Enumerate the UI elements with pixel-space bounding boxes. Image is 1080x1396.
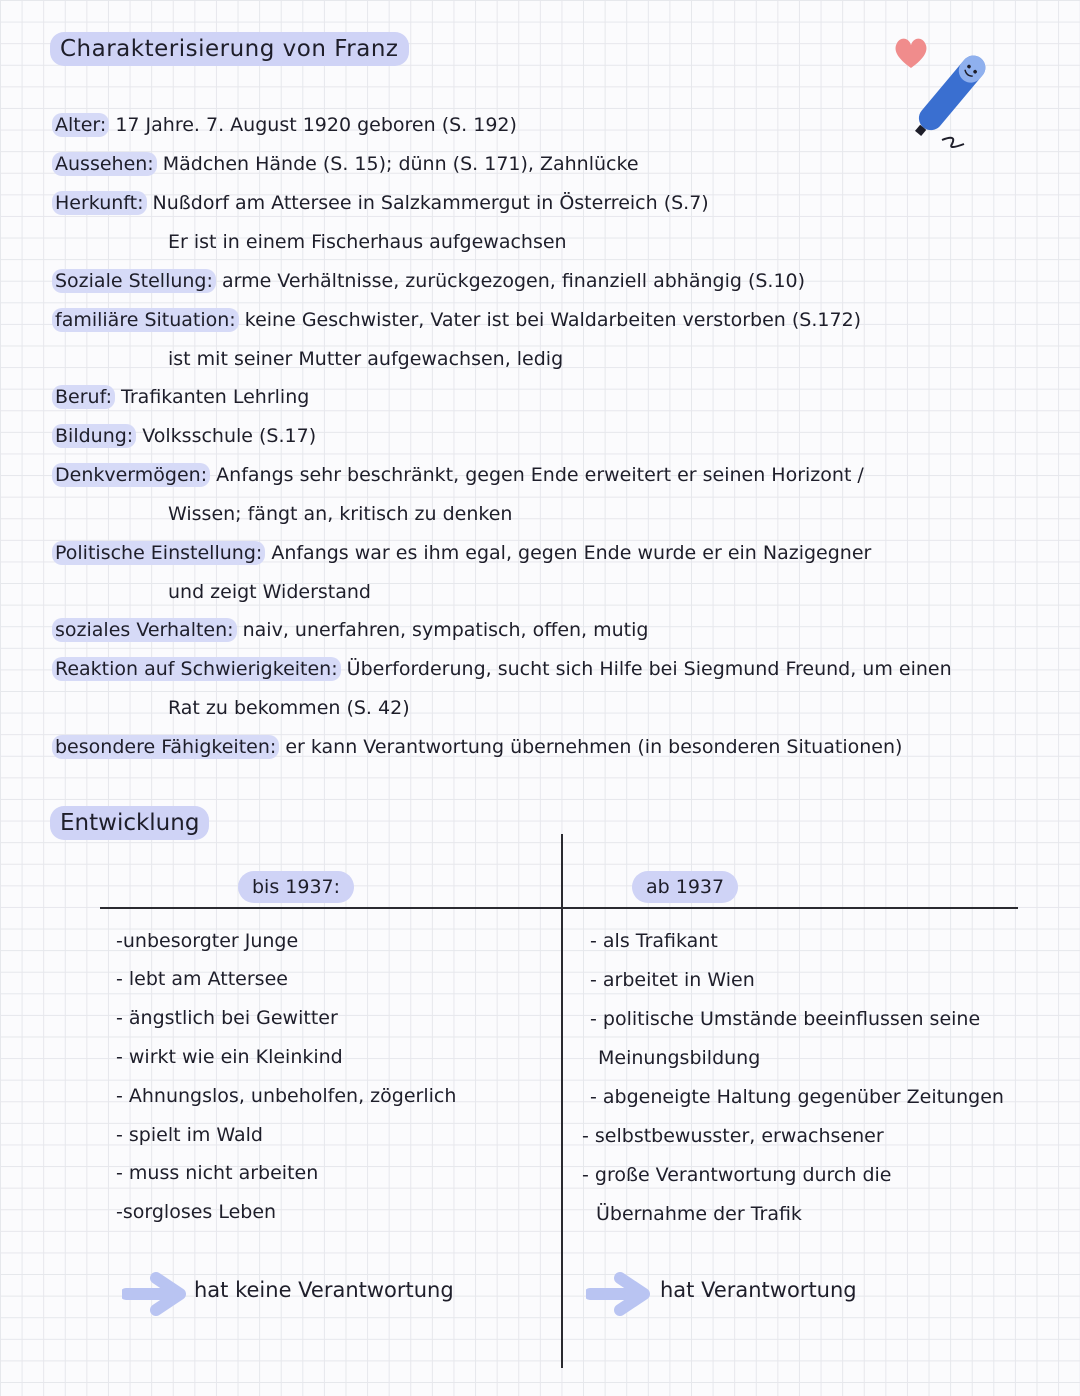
- left-list-item: - muss nicht arbeiten: [116, 1162, 319, 1184]
- table-vertical-divider: [561, 834, 563, 1368]
- right-list-item: - abgeneigte Haltung gegenüber Zeitungen: [590, 1086, 1004, 1108]
- page-title: Charakterisierung von Franz: [50, 32, 409, 66]
- development-title: Entwicklung: [50, 806, 209, 840]
- result-before-1937: hat keine Verantwortung: [194, 1278, 454, 1302]
- profile-row-reaktion: Reaktion auf Schwierigkeiten: Überforderung, sucht sich Hilfe bei Siegmund Freund, um einen: [52, 658, 952, 680]
- profile-row-politische-einstellung-cont: und zeigt Widerstand: [168, 581, 371, 603]
- right-list-item: Übernahme der Trafik: [596, 1203, 802, 1225]
- profile-row-beruf: Beruf: Trafikanten Lehrling: [52, 386, 309, 408]
- column-heading-after-1937: ab 1937: [632, 871, 738, 903]
- table-horizontal-divider: [100, 907, 1018, 909]
- left-list-item: -sorgloses Leben: [116, 1201, 277, 1223]
- profile-row-herkunft: Herkunft: Nußdorf am Attersee in Salzkammergut in Österreich (S.7): [52, 192, 709, 214]
- profile-row-bildung: Bildung: Volksschule (S.17): [52, 425, 316, 447]
- arrow-right-icon: [586, 1272, 652, 1316]
- profile-row-soziale-stellung: Soziale Stellung: arme Verhältnisse, zurückgezogen, finanziell abhängig (S.10): [52, 270, 805, 292]
- column-heading-before-1937: bis 1937:: [238, 871, 354, 903]
- left-list-item: - Ahnungslos, unbeholfen, zögerlich: [116, 1085, 457, 1107]
- right-list-item: - selbstbewusster, erwachsener: [582, 1125, 884, 1147]
- right-list-item: - als Trafikant: [590, 930, 718, 952]
- right-list-item: - politische Umstände beeinflussen seine: [590, 1008, 981, 1030]
- profile-row-herkunft-cont: Er ist in einem Fischerhaus aufgewachsen: [168, 231, 567, 253]
- arrow-right-icon: [122, 1272, 188, 1316]
- left-list-item: - wirkt wie ein Kleinkind: [116, 1046, 343, 1068]
- result-after-1937: hat Verantwortung: [660, 1278, 857, 1302]
- left-list-item: - spielt im Wald: [116, 1124, 263, 1146]
- left-list-item: - ängstlich bei Gewitter: [116, 1007, 338, 1029]
- profile-row-denkvermoegen: Denkvermögen: Anfangs sehr beschränkt, gegen Ende erweitert er seinen Horizont /: [52, 464, 864, 486]
- profile-row-aussehen: Aussehen: Mädchen Hände (S. 15); dünn (S. 171), Zahnlücke: [52, 153, 639, 175]
- profile-row-denkvermoegen-cont: Wissen; fängt an, kritisch zu denken: [168, 503, 513, 525]
- profile-row-alter: Alter: 17 Jahre. 7. August 1920 geboren (S. 192): [52, 114, 517, 136]
- profile-row-politische-einstellung: Politische Einstellung: Anfangs war es ihm egal, gegen Ende wurde er ein Nazigegner: [52, 542, 871, 564]
- profile-row-familiaere-situation: familiäre Situation: keine Geschwister, Vater ist bei Waldarbeiten verstorben (S.172): [52, 309, 861, 331]
- pen-icon: [902, 44, 992, 154]
- profile-row-besondere-faehigkeiten: besondere Fähigkeiten: er kann Verantwortung übernehmen (in besonderen Situationen): [52, 736, 902, 758]
- right-list-item: Meinungsbildung: [598, 1047, 761, 1069]
- profile-row-familiaere-situation-cont: ist mit seiner Mutter aufgewachsen, ledig: [168, 348, 564, 370]
- profile-row-reaktion-cont: Rat zu bekommen (S. 42): [168, 697, 410, 719]
- left-list-item: - lebt am Attersee: [116, 968, 288, 990]
- right-list-item: - große Verantwortung durch die: [582, 1164, 892, 1186]
- profile-row-soziales-verhalten: soziales Verhalten: naiv, unerfahren, sympatisch, offen, mutig: [52, 619, 648, 641]
- right-list-item: - arbeitet in Wien: [590, 969, 755, 991]
- left-list-item: -unbesorgter Junge: [116, 930, 299, 952]
